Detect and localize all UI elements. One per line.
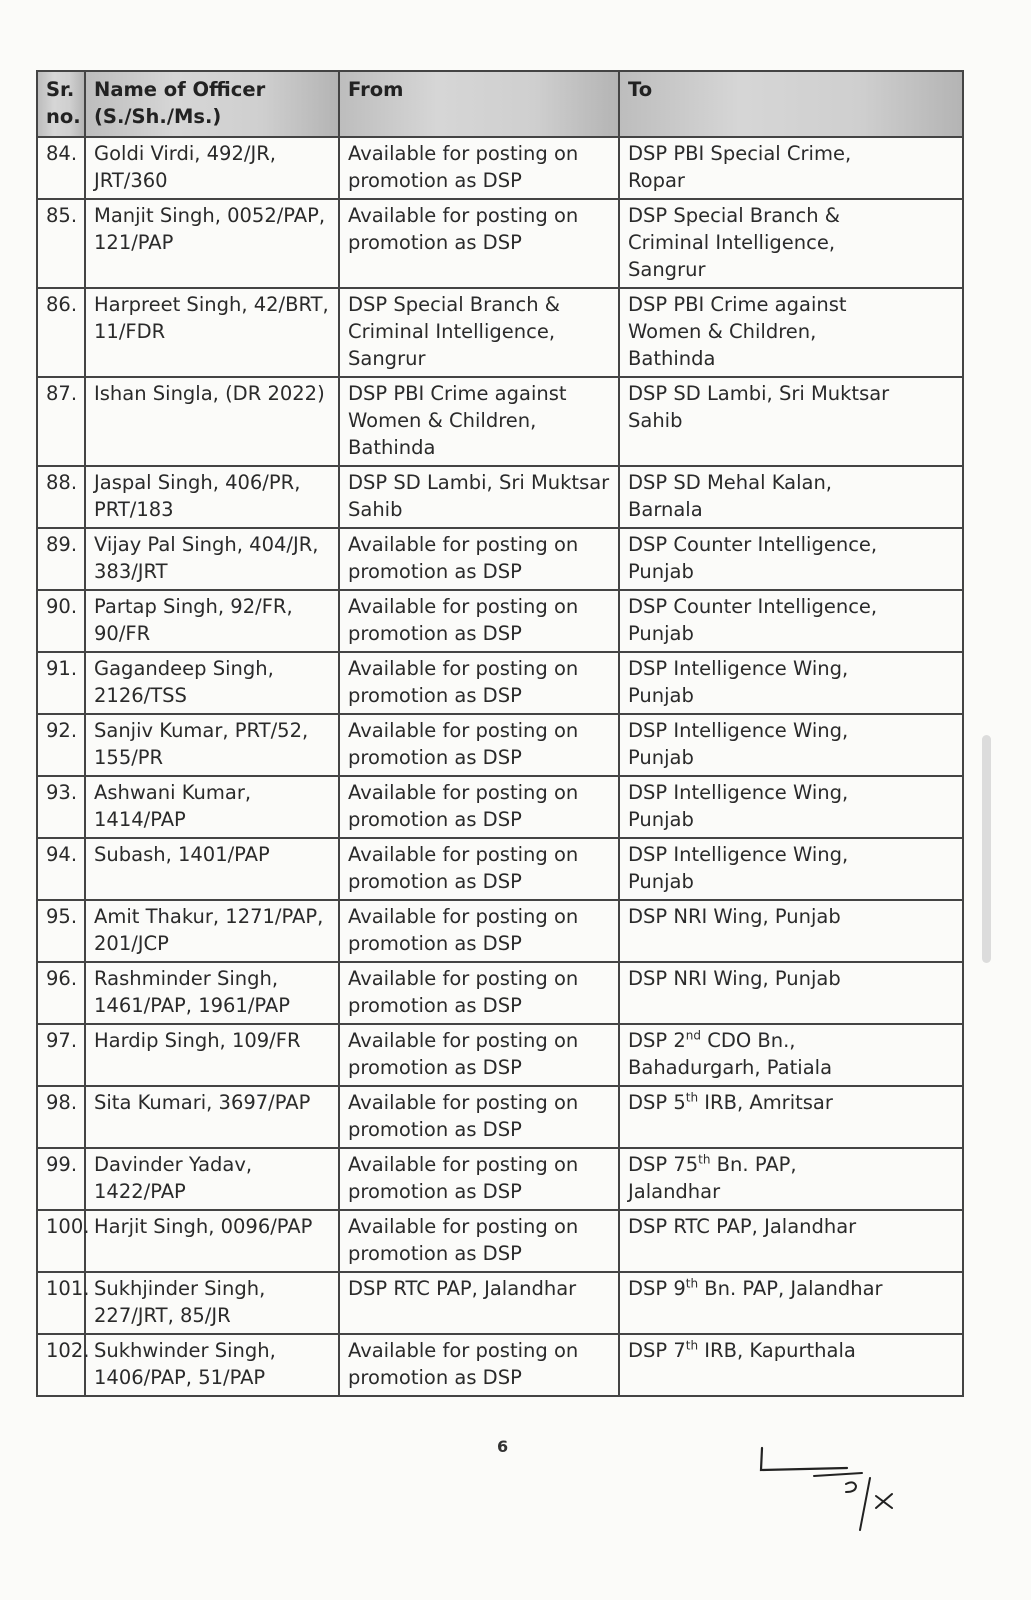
cell-sr-no: 88. — [37, 466, 85, 528]
cell-sr-no: 101. — [37, 1272, 85, 1334]
cell-to: DSP Counter Intelligence, Punjab — [619, 590, 963, 652]
cell-officer-name: Harjit Singh, 0096/PAP — [85, 1210, 339, 1272]
cell-to-text: Bn. PAP, Jalandhar — [628, 1153, 797, 1203]
cell-to: DSP Intelligence Wing, Punjab — [619, 714, 963, 776]
cell-sr-no: 85. — [37, 199, 85, 288]
cell-officer-name: Davinder Yadav, 1422/PAP — [85, 1148, 339, 1210]
vertical-scrollbar-thumb[interactable] — [982, 735, 991, 963]
cell-officer-name: Vijay Pal Singh, 404/JR, 383/JRT — [85, 528, 339, 590]
handwritten-signature — [752, 1440, 932, 1540]
cell-from: Available for posting on promotion as DSP — [339, 838, 619, 900]
cell-from: DSP SD Lambi, Sri Muktsar Sahib — [339, 466, 619, 528]
cell-sr-no: 98. — [37, 1086, 85, 1148]
cell-from: Available for posting on promotion as DSP — [339, 1210, 619, 1272]
cell-from: Available for posting on promotion as DSP — [339, 714, 619, 776]
cell-from: Available for posting on promotion as DSP — [339, 528, 619, 590]
cell-from: Available for posting on promotion as DSP — [339, 652, 619, 714]
cell-from: Available for posting on promotion as DSP — [339, 1334, 619, 1396]
cell-sr-no: 92. — [37, 714, 85, 776]
table-row — [37, 1148, 963, 1210]
cell-sr-no: 100. — [37, 1210, 85, 1272]
table-row — [37, 528, 963, 590]
cell-to-text: IRB, Amritsar — [698, 1091, 833, 1114]
cell-to: DSP Intelligence Wing, Punjab — [619, 776, 963, 838]
cell-from: Available for posting on promotion as DSP — [339, 199, 619, 288]
table-row — [37, 776, 963, 838]
cell-officer-name: Sukhwinder Singh, 1406/PAP, 51/PAP — [85, 1334, 339, 1396]
cell-officer-name: Sukhjinder Singh, 227/JRT, 85/JR — [85, 1272, 339, 1334]
cell-to-text: Bn. PAP, Jalandhar — [698, 1277, 883, 1300]
table-row — [37, 900, 963, 962]
cell-from: DSP Special Branch & Criminal Intelligence, Sangrur — [339, 288, 619, 377]
cell-sr-no: 96. — [37, 962, 85, 1024]
cell-to-text: IRB, Kapurthala — [698, 1339, 856, 1362]
cell-to: DSP Special Branch & Criminal Intelligence, Sangrur — [619, 199, 963, 288]
cell-from: Available for posting on promotion as DSP — [339, 1148, 619, 1210]
cell-from: Available for posting on promotion as DSP — [339, 137, 619, 199]
ordinal-suffix: th — [685, 1338, 699, 1353]
table-row — [37, 838, 963, 900]
cell-sr-no: 90. — [37, 590, 85, 652]
cell-to: DSP NRI Wing, Punjab — [619, 962, 963, 1024]
cell-to-text: DSP 9 — [628, 1277, 686, 1300]
cell-from: DSP PBI Crime against Women & Children, Bathinda — [339, 377, 619, 466]
cell-to: DSP Counter Intelligence, Punjab — [619, 528, 963, 590]
cell-from: DSP RTC PAP, Jalandhar — [339, 1272, 619, 1334]
cell-officer-name: Sita Kumari, 3697/PAP — [85, 1086, 339, 1148]
table-row — [37, 1086, 963, 1148]
cell-officer-name: Partap Singh, 92/FR, 90/FR — [85, 590, 339, 652]
cell-officer-name: Amit Thakur, 1271/PAP, 201/JCP — [85, 900, 339, 962]
table-row — [37, 590, 963, 652]
cell-sr-no: 93. — [37, 776, 85, 838]
ordinal-suffix: nd — [685, 1028, 701, 1043]
cell-to-text: DSP 5 — [628, 1091, 686, 1114]
table-body — [37, 137, 963, 1396]
cell-to: DSP Intelligence Wing, Punjab — [619, 838, 963, 900]
ordinal-suffix: th — [685, 1090, 699, 1105]
cell-officer-name: Goldi Virdi, 492/JR, JRT/360 — [85, 137, 339, 199]
cell-sr-no: 86. — [37, 288, 85, 377]
cell-to: DSP Intelligence Wing, Punjab — [619, 652, 963, 714]
cell-to: DSP RTC PAP, Jalandhar — [619, 1210, 963, 1272]
cell-to — [619, 1024, 963, 1086]
ordinal-suffix: th — [698, 1152, 711, 1167]
cell-officer-name: Gagandeep Singh, 2126/TSS — [85, 652, 339, 714]
header-sr-no: Sr. no. — [37, 71, 85, 137]
cell-to-text: DSP 2 — [628, 1029, 686, 1052]
table-row — [37, 962, 963, 1024]
table-row — [37, 466, 963, 528]
cell-to: DSP PBI Special Crime, Ropar — [619, 137, 963, 199]
cell-officer-name: Jaspal Singh, 406/PR, PRT/183 — [85, 466, 339, 528]
cell-officer-name: Harpreet Singh, 42/BRT, 11/FDR — [85, 288, 339, 377]
cell-sr-no: 95. — [37, 900, 85, 962]
cell-to: DSP SD Mehal Kalan, Barnala — [619, 466, 963, 528]
cell-officer-name: Manjit Singh, 0052/PAP, 121/PAP — [85, 199, 339, 288]
cell-officer-name: Hardip Singh, 109/FR — [85, 1024, 339, 1086]
cell-officer-name: Rashminder Singh, 1461/PAP, 1961/PAP — [85, 962, 339, 1024]
cell-sr-no: 87. — [37, 377, 85, 466]
cell-officer-name: Ashwani Kumar, 1414/PAP — [85, 776, 339, 838]
cell-officer-name: Ishan Singla, (DR 2022) — [85, 377, 339, 466]
cell-to — [619, 1334, 963, 1396]
cell-to: DSP NRI Wing, Punjab — [619, 900, 963, 962]
cell-from: Available for posting on promotion as DSP — [339, 1024, 619, 1086]
cell-from: Available for posting on promotion as DSP — [339, 590, 619, 652]
table-row — [37, 1334, 963, 1396]
ordinal-suffix: th — [685, 1276, 699, 1291]
cell-sr-no: 99. — [37, 1148, 85, 1210]
table-row — [37, 1210, 963, 1272]
cell-officer-name: Subash, 1401/PAP — [85, 838, 339, 900]
table-header-row — [37, 71, 963, 137]
cell-to: DSP SD Lambi, Sri Muktsar Sahib — [619, 377, 963, 466]
cell-from: Available for posting on promotion as DSP — [339, 1086, 619, 1148]
header-name-of-officer: Name of Officer (S./Sh./Ms.) — [85, 71, 339, 137]
cell-sr-no: 94. — [37, 838, 85, 900]
cell-from: Available for posting on promotion as DSP — [339, 962, 619, 1024]
cell-to: DSP PBI Crime against Women & Children, Bathinda — [619, 288, 963, 377]
table-row — [37, 652, 963, 714]
posting-table — [36, 70, 964, 1397]
header-from: From — [339, 71, 619, 137]
cell-sr-no: 84. — [37, 137, 85, 199]
table-row — [37, 377, 963, 466]
header-to: To — [619, 71, 963, 137]
cell-sr-no: 89. — [37, 528, 85, 590]
cell-to — [619, 1148, 963, 1210]
cell-from: Available for posting on promotion as DSP — [339, 776, 619, 838]
cell-sr-no: 97. — [37, 1024, 85, 1086]
table-row — [37, 199, 963, 288]
cell-sr-no: 102. — [37, 1334, 85, 1396]
cell-to-text: CDO Bn., Bahadurgarh, Patiala — [628, 1029, 833, 1079]
cell-officer-name: Sanjiv Kumar, PRT/52, 155/PR — [85, 714, 339, 776]
table-row — [37, 1272, 963, 1334]
page-number: 6 — [497, 1437, 509, 1456]
cell-to — [619, 1086, 963, 1148]
table-row — [37, 714, 963, 776]
cell-to-text: DSP 7 — [628, 1339, 686, 1362]
cell-to — [619, 1272, 963, 1334]
table-row — [37, 137, 963, 199]
cell-sr-no: 91. — [37, 652, 85, 714]
cell-to-text: DSP 75 — [628, 1153, 699, 1176]
table-row — [37, 288, 963, 377]
cell-from: Available for posting on promotion as DSP — [339, 900, 619, 962]
table-row — [37, 1024, 963, 1086]
